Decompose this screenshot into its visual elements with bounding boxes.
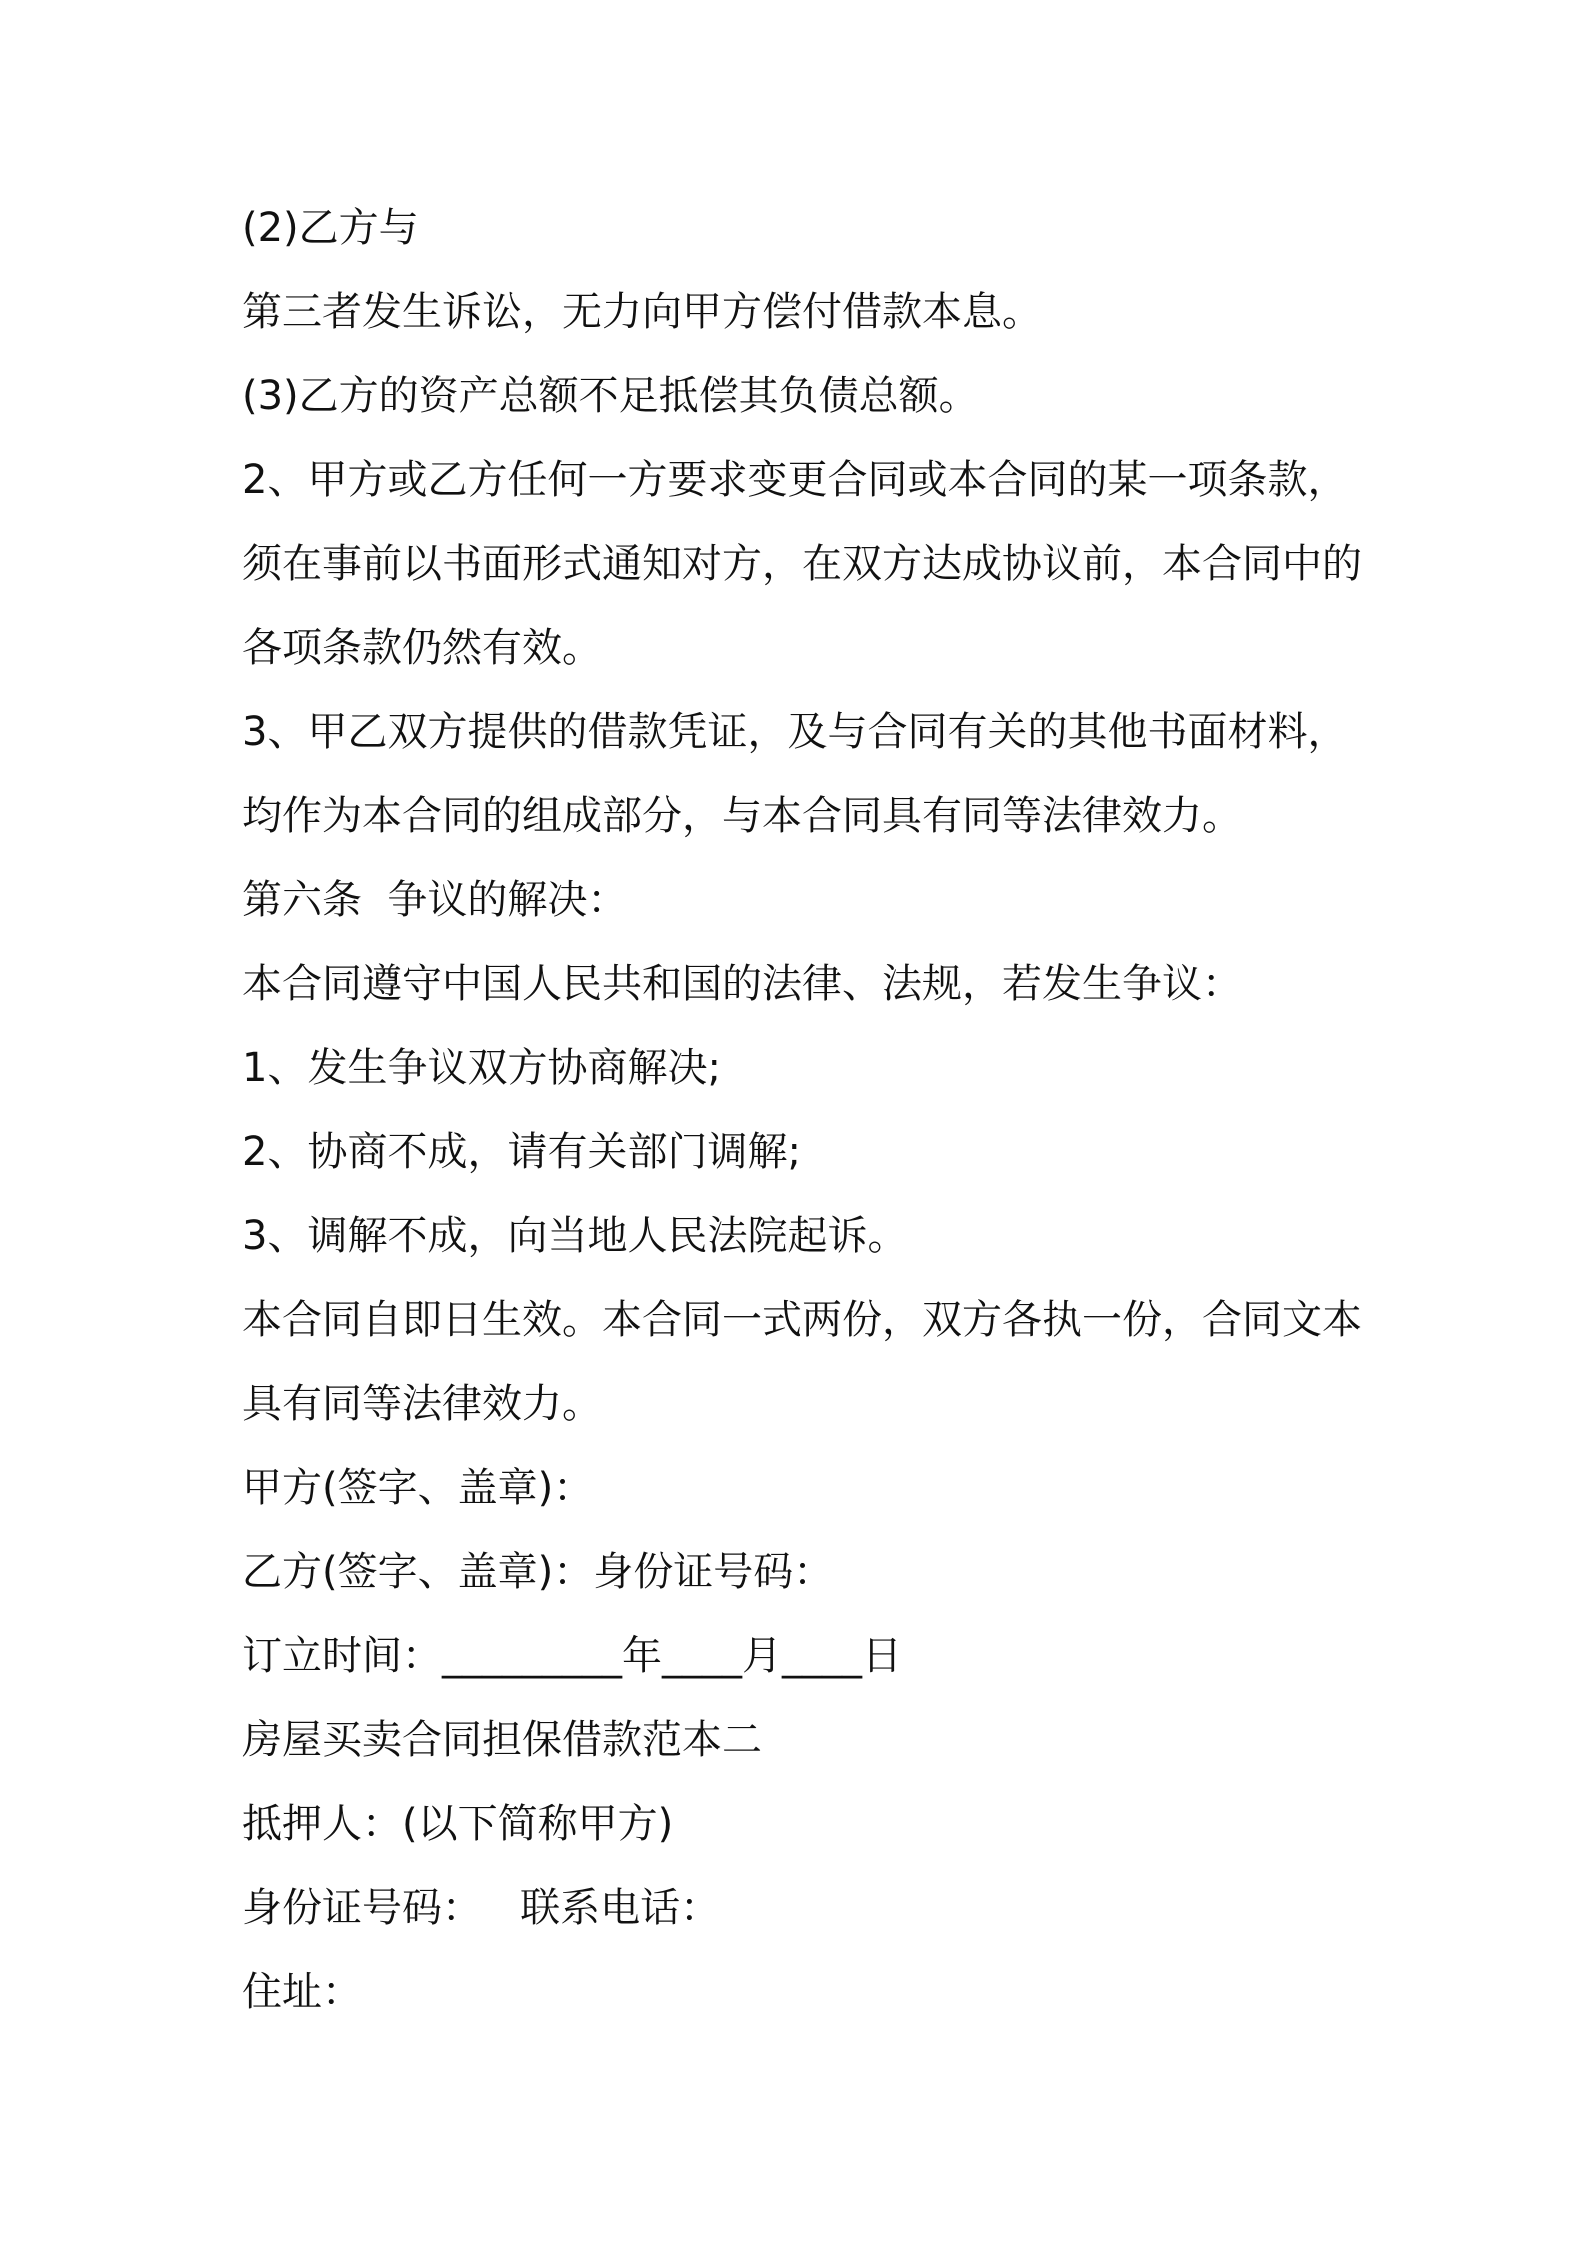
text-line-5: 须在事前以书面形式通知对方，在双方达成协议前，本合同中的	[242, 541, 1362, 587]
party-b-signature-line: 乙方(签字、盖章)：身份证号码：	[242, 1549, 834, 1595]
section-heading: 第六条 争议的解决：	[242, 877, 628, 923]
text-line-14: 本合同自即日生效。本合同一式两份，双方各执一份，合同文本	[242, 1297, 1362, 1343]
text-line-7: 3、甲乙双方提供的借款凭证，及与合同有关的其他书面材料，	[242, 709, 1348, 755]
text-line-11: 1、发生争议双方协商解决;	[242, 1045, 721, 1091]
text-line-6: 各项条款仍然有效。	[242, 625, 602, 671]
text-line-15: 具有同等法律效力。	[242, 1381, 602, 1427]
text-line-3: (3)乙方的资产总额不足抵偿其负债总额。	[242, 373, 979, 419]
text-line-4: 2、甲方或乙方任何一方要求变更合同或本合同的某一项条款，	[242, 457, 1348, 503]
date-line: 订立时间：_________年____月____日	[242, 1633, 902, 1679]
text-line-8: 均作为本合同的组成部分，与本合同具有同等法律效力。	[242, 793, 1242, 839]
text-line-1: (2)乙方与	[242, 205, 419, 251]
text-line-10: 本合同遵守中国人民共和国的法律、法规，若发生争议：	[242, 961, 1242, 1007]
address-line: 住址：	[242, 1969, 362, 2015]
template-title: 房屋买卖合同担保借款范本二	[242, 1717, 762, 1763]
id-phone-line: 身份证号码： 联系电话：	[242, 1885, 721, 1931]
text-line-12: 2、协商不成，请有关部门调解;	[242, 1129, 801, 1175]
text-line-2: 第三者发生诉讼，无力向甲方偿付借款本息。	[242, 289, 1042, 335]
text-line-13: 3、调解不成，向当地人民法院起诉。	[242, 1213, 908, 1259]
mortgagor-line: 抵押人：(以下简称甲方)	[242, 1801, 674, 1847]
party-a-signature-line: 甲方(签字、盖章)：	[242, 1465, 594, 1511]
